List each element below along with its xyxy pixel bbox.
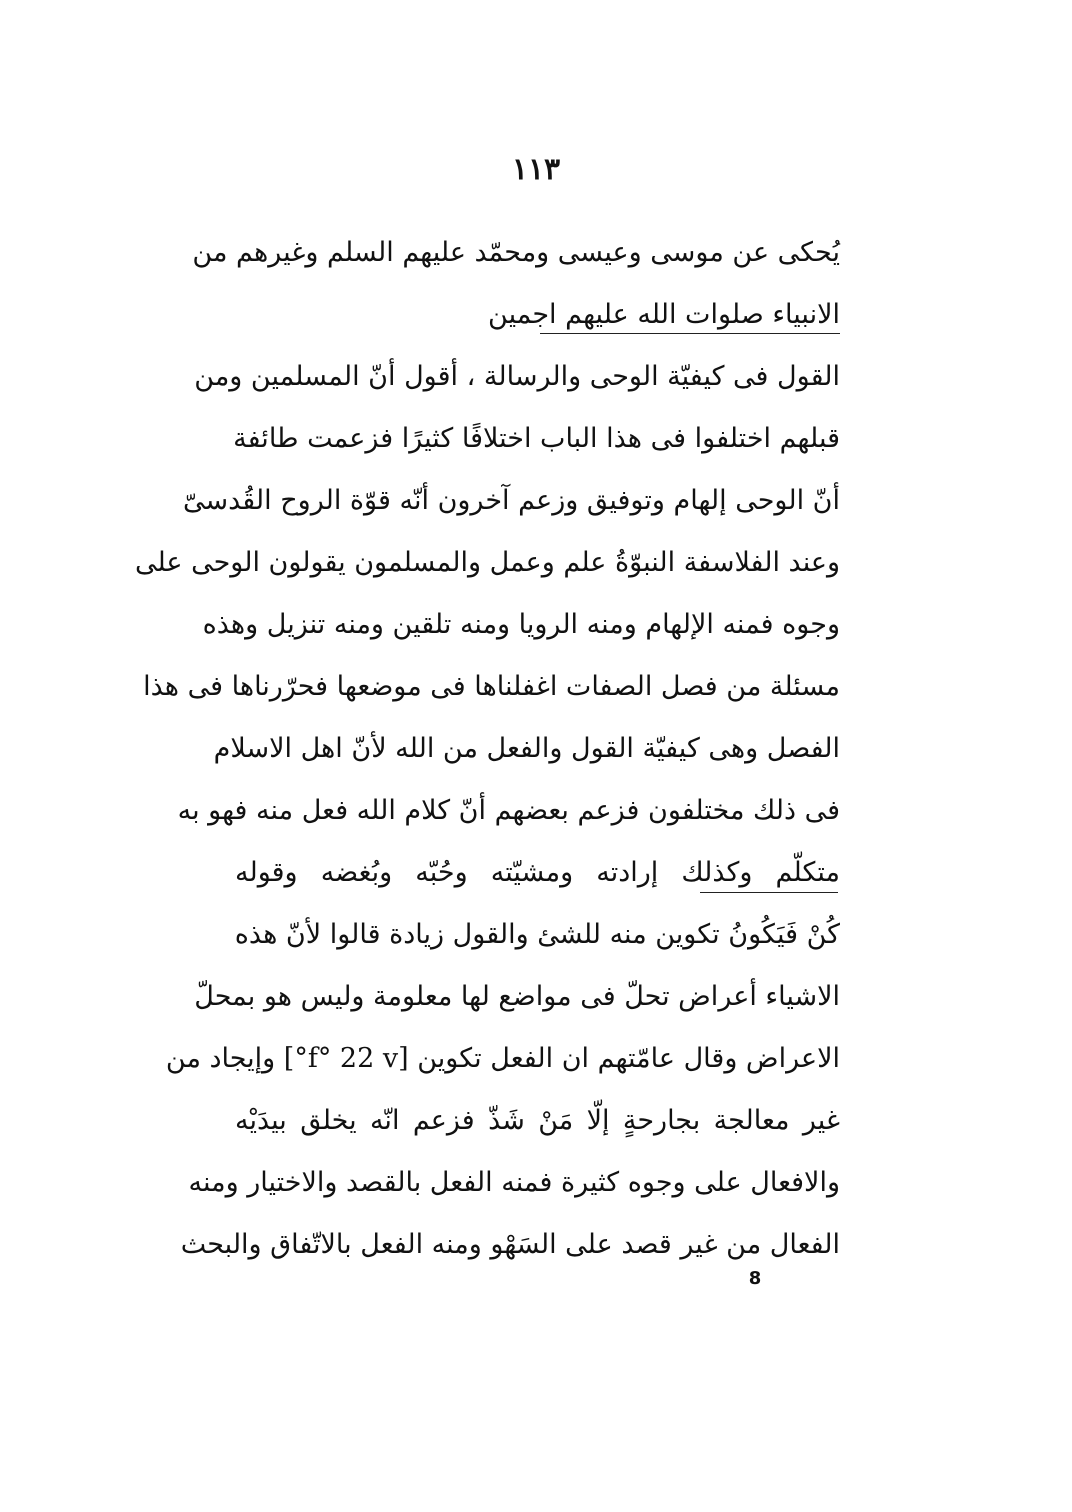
body-line: القول فى كيفيّة الوحى والرسالة ، أقول أنّ المسلمين ومن xyxy=(194,361,840,392)
body-line: وعند الفلاسفة النبوّةُ علم وعمل والمسلمون يقولون الوحى على xyxy=(134,547,840,578)
body-line: والافعال على وجوه كثيرة فمنه الفعل بالقصد والاختيار ومنه xyxy=(188,1167,840,1198)
body-line: قبلهم اختلفوا فى هذا الباب اختلافًا كثيرًا فزعمت طائفة xyxy=(233,423,840,454)
body-line: أنّ الوحى إلهام وتوفيق وزعم آخرون أنّه قوّة الروح القُدسىّ xyxy=(182,485,840,516)
inline-divider xyxy=(700,892,838,893)
body-line: الفعال من غير قصد على السَهْو ومنه الفعل بالاتّفاق والبحث xyxy=(180,1229,840,1260)
body-line: متكلّم وكذلك إرادته ومشيّته وحُبّه وبُغضه وقوله xyxy=(235,857,840,888)
heading-line: يُحكى عن موسى وعيسى ومحمّد عليهم السلم وغيرهم من xyxy=(192,237,840,268)
body-line: الاعراض وقال عامّتهم ان الفعل تكوين [f° 22 v°] وإيجاد من xyxy=(165,1043,840,1074)
body-line: غير معالجة بجارحةٍ إلّا مَنْ شَذّ فزعم انّه يخلق بيدَيْه xyxy=(235,1105,841,1136)
heading-divider xyxy=(540,333,840,334)
body-line: وجوه فمنه الإلهام ومنه الرويا ومنه تلقين ومنه تنزيل وهذه xyxy=(202,609,840,640)
page-number: ١١٣ xyxy=(511,152,561,187)
section-heading xyxy=(192,222,840,346)
body-line: كُنْ فَيَكُونُ تكوين منه للشئ والقول زيادة قالوا لأنّ هذه xyxy=(234,919,840,950)
signature-mark: 8 xyxy=(748,1268,762,1289)
heading-line: الانبياء صلوات الله عليهم اجمين xyxy=(488,299,840,330)
body-text xyxy=(134,346,841,1276)
body-line: فى ذلك مختلفون فزعم بعضهم أنّ كلام الله فعل منه فهو به xyxy=(177,795,840,826)
body-line: الاشياء أعراض تحلّ فى مواضع لها معلومة وليس هو بمحلّ xyxy=(194,981,840,1012)
body-line: مسئلة من فصل الصفات اغفلناها فى موضعها فحرّرناها فى هذا xyxy=(143,671,840,702)
body-line: الفصل وهى كيفيّة القول والفعل من الله لأنّ اهل الاسلام xyxy=(213,733,840,764)
